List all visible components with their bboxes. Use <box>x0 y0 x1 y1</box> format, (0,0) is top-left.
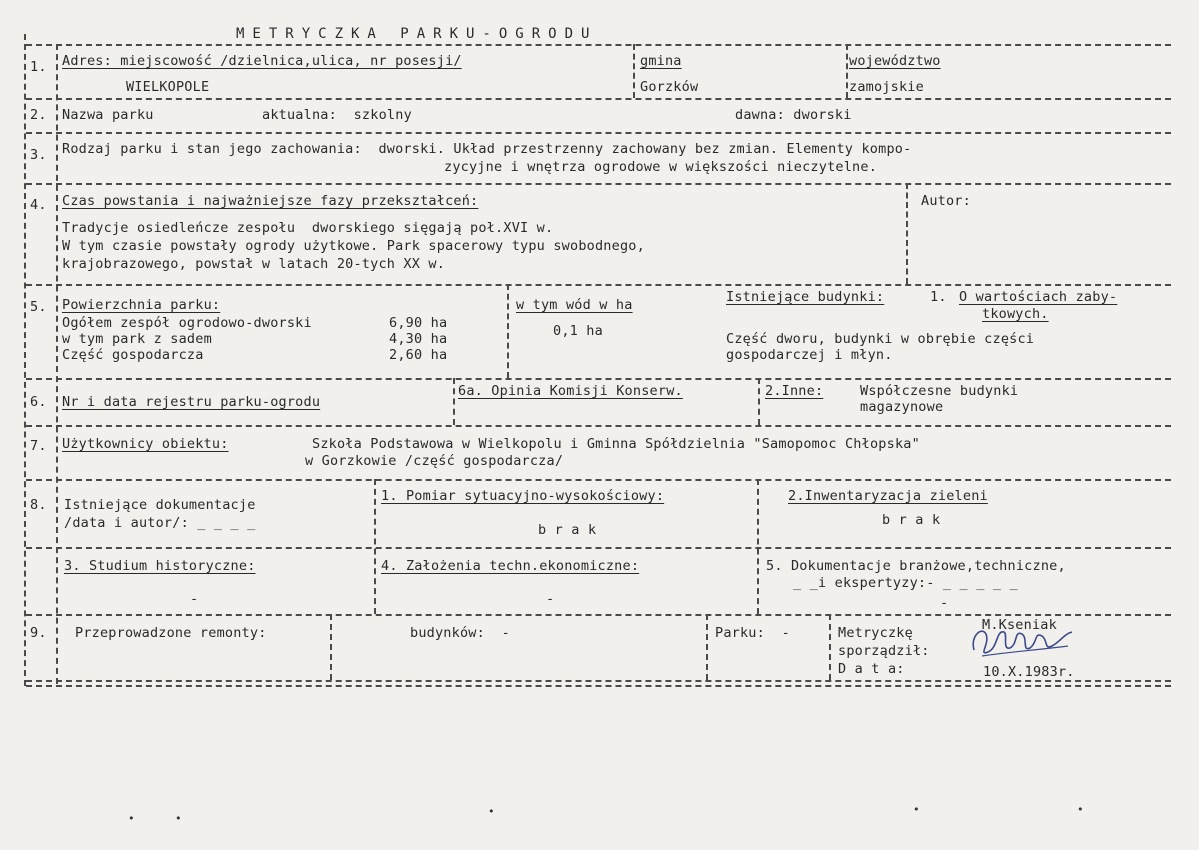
greenery-inventory-label: 2.Inwentaryzacja zieleni <box>788 488 988 504</box>
area-total-value: 6,90 ha <box>389 315 448 331</box>
technical-assumptions-label: 4. Założenia techn.ekonomiczne: <box>381 558 640 574</box>
greenery-inventory-value: b r a k <box>882 512 941 528</box>
author-label: Autor: <box>921 193 971 209</box>
conservator-opinion-label: 6a. Opinia Komisji Konserw. <box>458 383 683 399</box>
park-name-former: dawna: dworski <box>735 107 852 123</box>
paper-mark: • <box>128 812 135 825</box>
voivodeship-value: zamojskie <box>849 79 924 95</box>
paper-mark: • <box>913 803 920 816</box>
historical-study-value: - <box>190 591 199 607</box>
prepared-by-name: M.Kseniak <box>982 617 1057 633</box>
column-divider <box>906 183 908 284</box>
area-farm-label: Część gospodarcza <box>62 347 204 363</box>
row-number: 8. <box>30 497 47 513</box>
row-number: 7. <box>30 438 47 454</box>
history-line2: W tym czasie powstały ogrody użytkowe. Park spacerowy typu swobodnego, <box>62 238 645 254</box>
column-divider <box>633 44 635 98</box>
branch-docs-label-line1: 5. Dokumentacje branżowe,techniczne, <box>766 558 1066 574</box>
row-divider <box>26 132 1171 134</box>
docs-label-line2: /data i autor/: _ _ _ _ <box>64 515 256 531</box>
branch-docs-label-line2: _ _i ekspertyzy:- _ _ _ _ _ <box>793 575 1018 591</box>
users-value-line1: Szkoła Podstawowa w Wielkopolu i Gminna Spółdzielnia "Samopomoc Chłopska" <box>312 436 920 452</box>
users-label: Użytkownicy obiektu: <box>62 436 229 452</box>
address-value: WIELKOPOLE <box>126 79 210 95</box>
history-line1: Tradycje osiedleńcze zespołu dworskiego sięgają poł.XVI w. <box>62 220 554 236</box>
survey-label: 1. Pomiar sytuacyjno-wysokościowy: <box>381 488 665 504</box>
row-divider <box>26 685 1171 687</box>
survey-value: b r a k <box>538 522 597 538</box>
row-divider <box>26 425 1171 427</box>
row-divider <box>26 547 1171 549</box>
row-number: 6. <box>30 394 47 410</box>
gmina-label: gmina <box>640 53 682 69</box>
column-divider <box>706 614 708 680</box>
history-label: Czas powstania i najważniejsze fazy przekształceń: <box>62 193 479 209</box>
park-type-line2: zycyjne i wnętrza ogrodowe w większości nieczytelne. <box>444 159 878 175</box>
row-divider <box>26 479 1171 481</box>
buildings-desc-line2: gospodarczej i młyn. <box>726 347 893 363</box>
date-label: D a t a: <box>838 661 905 677</box>
preparation-date: 10.X.1983r. <box>983 664 1075 680</box>
column-divider <box>453 378 455 425</box>
area-park-label: w tym park z sadem <box>62 331 212 347</box>
renovations-label: Przeprowadzone remonty: <box>75 625 267 641</box>
row-number: 3. <box>30 147 47 163</box>
document-title: METRYCZKA PARKU-OGRODU <box>236 26 598 42</box>
historical-study-label: 3. Studium historyczne: <box>64 558 256 574</box>
column-divider <box>757 479 759 614</box>
park-name-current: aktualna: szkolny <box>262 107 412 123</box>
address-label: Adres: miejscowość /dzielnica,ulica, nr posesji/ <box>62 53 462 69</box>
column-divider <box>829 614 831 680</box>
column-divider <box>330 614 332 680</box>
row-number: 4. <box>30 197 47 213</box>
column-divider <box>374 479 376 614</box>
area-farm-value: 2,60 ha <box>389 347 448 363</box>
number-column-divider <box>56 44 58 684</box>
row-number: 1. <box>30 59 47 75</box>
row-divider <box>26 183 1171 185</box>
park-name-label: Nazwa parku <box>62 107 154 123</box>
column-divider <box>758 378 760 425</box>
docs-label-line1: Istniejące dokumentacje <box>64 497 256 513</box>
register-label: Nr i data rejestru parku-ogrodu <box>62 394 321 410</box>
handwritten-signature <box>968 616 1078 666</box>
paper-mark: • <box>488 805 495 818</box>
row-divider <box>26 44 1171 46</box>
row-divider <box>26 284 1171 286</box>
water-value: 0,1 ha <box>553 323 603 339</box>
paper-mark: • <box>1077 803 1084 816</box>
other-label: 2.Inne: <box>765 383 824 399</box>
technical-assumptions-value: - <box>546 591 555 607</box>
row-number: 9. <box>30 625 47 641</box>
column-divider <box>507 284 509 378</box>
renovations-park: Parku: - <box>715 625 790 641</box>
row-divider <box>26 378 1171 380</box>
prepared-by-label-line2: sporządził: <box>838 643 930 659</box>
other-value-line1: Współczesne budynki <box>860 383 1019 399</box>
buildings-value-line1: O wartościach zaby- <box>959 289 1118 305</box>
area-label: Powierzchnia parku: <box>62 297 221 313</box>
history-line3: krajobrazowego, powstał w latach 20-tych XX w. <box>62 256 446 272</box>
renovations-buildings: budynków: - <box>410 625 510 641</box>
users-value-line2: w Gorzkowie /część gospodarcza/ <box>305 453 564 469</box>
area-total-label: Ogółem zespół ogrodowo-dworski <box>62 315 312 331</box>
branch-docs-value: - <box>940 595 949 611</box>
buildings-number: 1. <box>930 289 947 305</box>
other-value-line2: magazynowe <box>860 399 944 415</box>
buildings-desc-line1: Część dworu, budynki w obrębie części <box>726 331 1035 347</box>
row-number: 5. <box>30 299 47 315</box>
left-border <box>24 34 26 686</box>
voivodeship-label: województwo <box>849 53 941 69</box>
prepared-by-label-line1: Metryczkę <box>838 625 913 641</box>
row-divider <box>26 98 1171 100</box>
column-divider <box>846 44 848 98</box>
row-number: 2. <box>30 107 47 123</box>
area-park-value: 4,30 ha <box>389 331 448 347</box>
buildings-value-line2: tkowych. <box>982 306 1049 322</box>
buildings-label: Istniejące budynki: <box>726 289 885 305</box>
gmina-value: Gorzków <box>640 79 699 95</box>
water-label: w tym wód w ha <box>516 297 633 313</box>
paper-mark: • <box>175 812 182 825</box>
park-type-line1: Rodzaj parku i stan jego zachowania: dworski. Układ przestrzenny zachowany bez zmian. Elementy kompo- <box>62 141 912 157</box>
